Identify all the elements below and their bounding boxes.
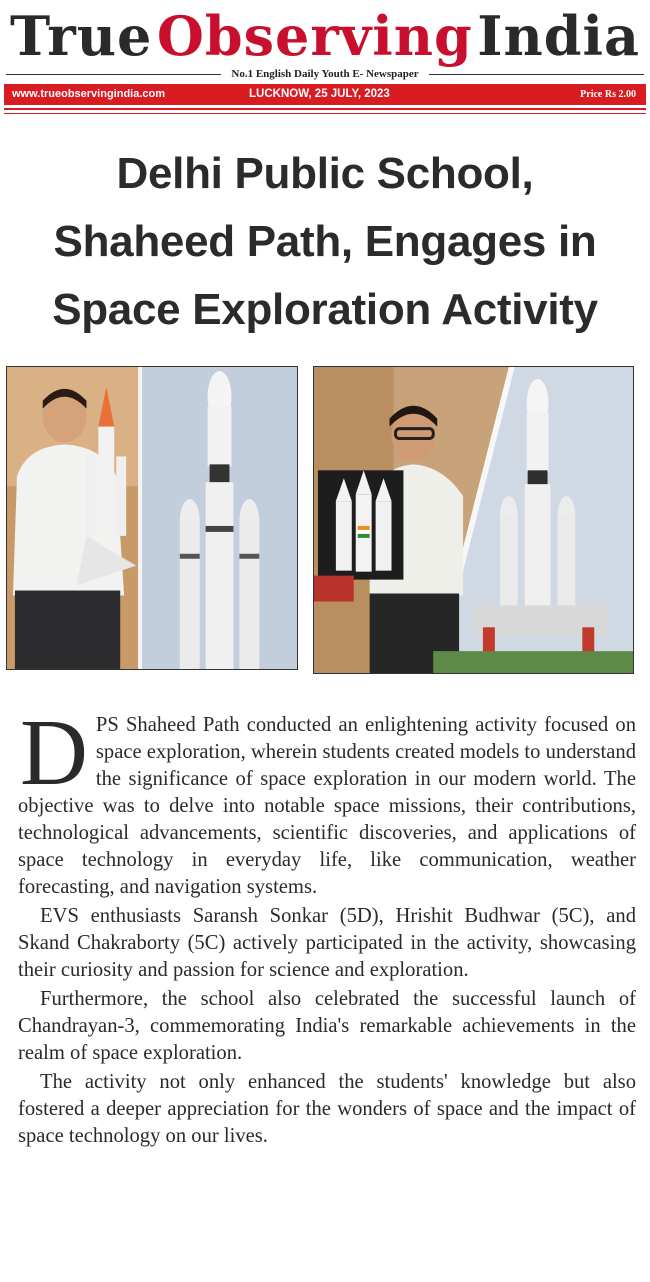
tagline-row (6, 66, 644, 82)
info-bar (4, 84, 646, 105)
title-word-observing: Observing (156, 4, 473, 68)
website-link[interactable]: www.trueobservingindia.com (12, 88, 166, 100)
drop-cap: D (20, 701, 88, 805)
photo-student-with-rocket-model (6, 366, 298, 670)
headline-line-1: Delhi Public School, (116, 149, 534, 198)
paragraph-4: The activity not only enhanced the students' knowledge but also fostered a deeper appreciation for the wonders of space and the impact of space technology on our lives. (18, 1071, 636, 1147)
title-word-true: True (10, 4, 153, 68)
title-word-india: India (477, 4, 640, 68)
paragraph-3: Furthermore, the school also celebrated the successful launch of Chandrayan-3, commemorating India's remarkable achievements in the realm of space exploration. (18, 988, 636, 1064)
divider-rule-thin (4, 113, 646, 114)
article-body (18, 701, 636, 1152)
tagline-rule-left (6, 74, 221, 75)
newspaper-title (10, 2, 640, 70)
headline-line-2: Shaheed Path, Engages in (53, 217, 597, 266)
headline-line-3: Space Exploration Activity (52, 285, 598, 334)
divider-rule (4, 108, 646, 110)
tagline-rule-right (429, 74, 644, 75)
photo-student-with-rocket-poster (313, 366, 634, 674)
paragraph-1 (18, 701, 636, 901)
article-headline (10, 140, 640, 344)
paragraph-1-text: PS Shaheed Path conducted an enlightening activity focused on space exploration, wherein students created models to understand the significance of space exploration in our modern world. The objective was to delve into notable space missions, their contributions, technological advancements, scientific discoveries, and applications of space technology in everyday life, like communication, weather forecasting, and navigation systems. (18, 714, 636, 898)
dateline: LUCKNOW, 25 JULY, 2023 (249, 88, 390, 100)
paragraph-2: EVS enthusiasts Saransh Sonkar (5D), Hrishit Budhwar (5C), and Skand Chakraborty (5C) actively participated in the activity, showcasing their curiosity and passion for science and exploration. (18, 905, 636, 981)
masthead (0, 0, 650, 118)
tagline: No.1 English Daily Youth E- Newspaper (231, 68, 419, 80)
price-label: Price Rs 2.00 (580, 89, 636, 100)
